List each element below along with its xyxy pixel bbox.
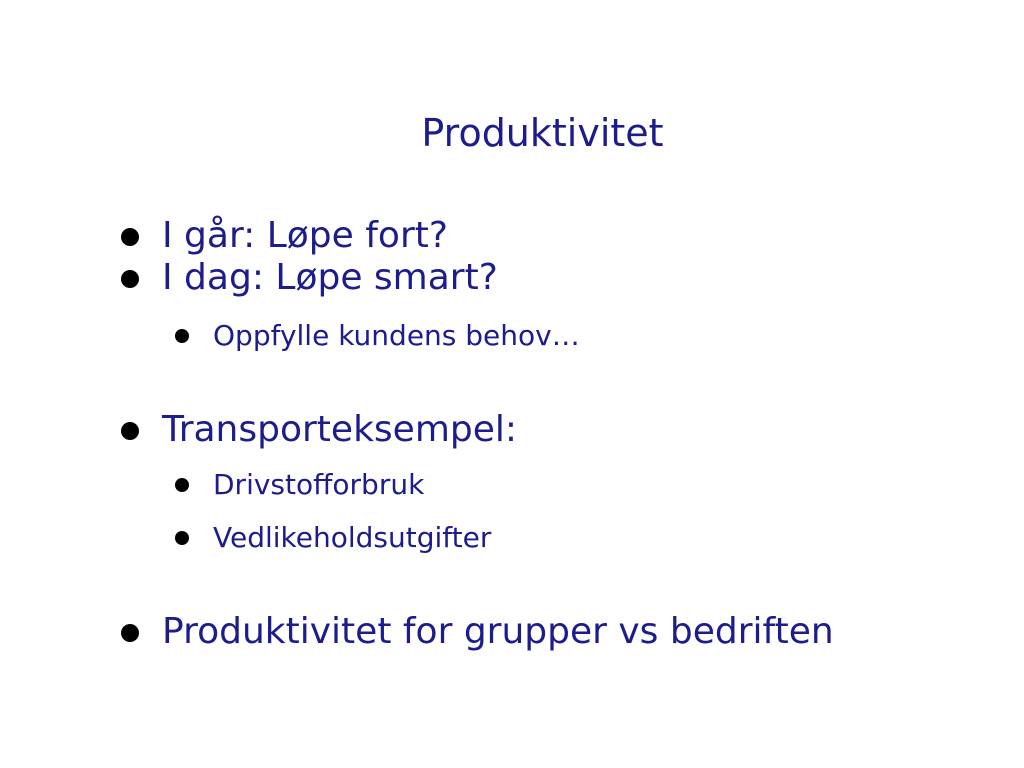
bullet-text: I dag: Løpe smart? [162,257,498,298]
bullet-dot-icon [121,270,139,288]
bullet-dot-icon [175,329,189,343]
bullet-dot-icon [121,624,139,642]
bullet-dot-icon [175,531,189,545]
sub-bullet-text: Oppfylle kundens behov… [213,319,580,352]
sub-bullet-text: Drivstofforbruk [213,468,425,501]
bullet-dot-icon [121,228,139,246]
bullet-text: I går: Løpe fort? [162,215,448,256]
bullet-text: Produktivitet for grupper vs bedriften [162,611,834,652]
bullet-text: Transporteksempel: [162,409,518,450]
bullet-dot-icon [175,478,189,492]
bullet-dot-icon [121,422,139,440]
sub-bullet-text: Vedlikeholdsutgifter [213,521,492,554]
slide-title: Produktivitet [421,111,664,155]
